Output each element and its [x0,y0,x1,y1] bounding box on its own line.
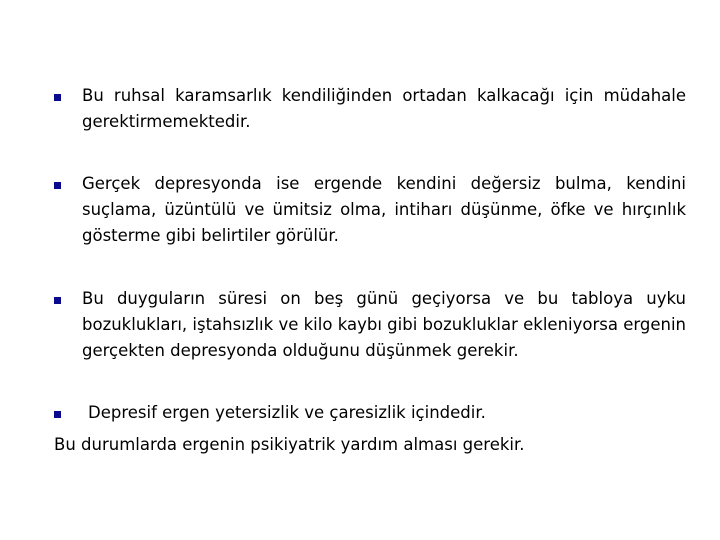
square-bullet-icon [54,411,61,418]
square-bullet-icon [54,94,61,101]
bullet-text: Depresif ergen yetersizlik ve çaresizlik içindedir. [88,403,486,422]
bullet-text: Gerçek depresyonda ise ergende kendini değersiz bulma, kendini suçlama, üzüntülü ve ümitsiz olma, intiharı düşünme, öfke ve hırçınlık gösterme gibi belirtiler görülür. [82,174,686,245]
closing-text: Bu durumlarda ergenin psikiyatrik yardım alması gerekir. [54,435,525,454]
bullet-text: Bu ruhsal karamsarlık kendiliğinden ortadan kalkacağı için müdahale gerektirmemektedir. [82,86,686,131]
square-bullet-icon [54,297,61,304]
square-bullet-icon [54,182,61,189]
bullet-text: Bu duyguların süresi on beş günü geçiyorsa ve bu tabloya uyku bozuklukları, iştahsızlık ve kilo kaybı gibi bozukluklar ekleniyorsa ergenin gerçekten depresyonda olduğunu düşünmek gerekir. [82,289,686,360]
